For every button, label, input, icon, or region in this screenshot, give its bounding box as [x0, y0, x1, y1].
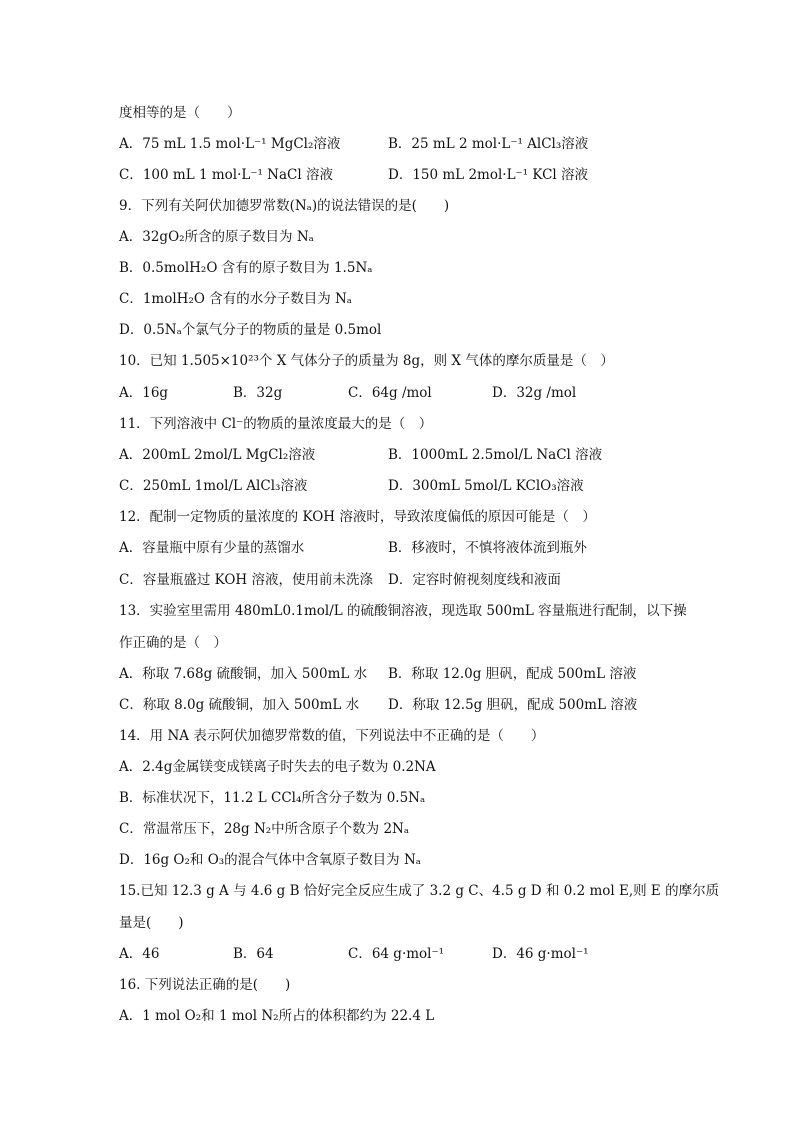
option-row: [119, 539, 679, 557]
text-line: 15.已知 12.3 g A 与 4.6 g B 恰好完全反应生成了 3.2 g C、4.5 g D 和 0.2 mol E,则 E 的摩尔质: [119, 883, 720, 899]
text-line: 16. 下列说法正确的是( ): [119, 977, 291, 993]
text-line: C．常温常压下，28g N₂中所含原子个数为 2Nₐ: [119, 821, 410, 837]
option-text: D．定容时俯视刻度线和液面: [388, 572, 561, 588]
text-line: 作正确的是（ ）: [119, 635, 227, 651]
text-line: B．0.5molH₂O 含有的原子数目为 1.5Nₐ: [119, 260, 373, 276]
text-line: 10．已知 1.505×10²³个 X 气体分子的质量为 8g，则 X 气体的摩尔质量是（ ）: [119, 353, 614, 369]
text-line: 量是( ): [119, 915, 184, 931]
option-text: D．32g /mol: [492, 385, 577, 401]
option-text: A．46: [119, 946, 160, 962]
option-row: [119, 571, 679, 589]
text-line: A．32gO₂所含的原子数目为 Nₐ: [119, 229, 314, 245]
option-row: [119, 135, 679, 153]
option-text: C．250mL 1mol/L AlCl₃溶液: [119, 478, 308, 494]
option-text: A．容量瓶中原有少量的蒸馏水: [119, 540, 305, 556]
option-row: [119, 166, 679, 184]
text-line: 12．配制一定物质的量浓度的 KOH 溶液时，导致浓度偏低的原因可能是（ ）: [119, 509, 596, 525]
text-line: 13．实验室里需用 480mL0.1mol/L 的硫酸铜溶液，现选取 500mL 容量瓶进行配制，以下操: [119, 603, 687, 619]
option-row: [119, 446, 679, 464]
option-text: D．150 mL 2mol·L⁻¹ KCl 溶液: [388, 167, 589, 183]
option-text: A．16g: [119, 385, 169, 401]
option-text: B．64: [233, 946, 274, 962]
text-line: D．0.5Nₐ个氯气分子的物质的量是 0.5mol: [119, 322, 382, 338]
option-text: D．称取 12.5g 胆矾，配成 500mL 溶液: [388, 697, 638, 713]
text-line: 14．用 NA 表示阿伏加德罗常数的值，下列说法中不正确的是（ ）: [119, 728, 545, 744]
text-line: A．1 mol O₂和 1 mol N₂所占的体积都约为 22.4 L: [119, 1008, 435, 1024]
option-text: B．移液时，不慎将液体流到瓶外: [388, 540, 587, 556]
option-text: C．称取 8.0g 硫酸铜，加入 500mL 水: [119, 697, 360, 713]
text-line: A．2.4g金属镁变成镁离子时失去的电子数为 0.2NA: [119, 759, 436, 775]
option-text: B．1000mL 2.5mol/L NaCl 溶液: [388, 447, 603, 463]
option-row: [119, 477, 679, 495]
text-line: C．1molH₂O 含有的水分子数目为 Nₐ: [119, 291, 353, 307]
option-row: [119, 945, 679, 963]
option-text: B．称取 12.0g 胆矾，配成 500mL 溶液: [388, 666, 637, 682]
option-text: C．容量瓶盛过 KOH 溶液，使用前未洗涤: [119, 572, 373, 588]
option-text: A．75 mL 1.5 mol·L⁻¹ MgCl₂溶液: [119, 136, 341, 152]
option-text: C．64g /mol: [348, 385, 432, 401]
text-line: 度相等的是（ ）: [119, 105, 241, 121]
text-line: D．16g O₂和 O₃的混合气体中含氧原子数目为 Nₐ: [119, 852, 421, 868]
option-text: D．300mL 5mol/L KClO₃溶液: [388, 478, 584, 494]
option-text: A．称取 7.68g 硫酸铜，加入 500mL 水: [119, 666, 368, 682]
text-line: 9．下列有关阿伏加德罗常数(Nₐ)的说法错误的是( ): [119, 198, 450, 214]
option-text: A．200mL 2mol/L MgCl₂溶液: [119, 447, 316, 463]
option-row: [119, 384, 679, 402]
text-line: 11．下列溶液中 Cl⁻的物质的量浓度最大的是（ ）: [119, 416, 433, 432]
option-text: B．32g: [233, 385, 283, 401]
option-text: C．100 mL 1 mol·L⁻¹ NaCl 溶液: [119, 167, 333, 183]
option-row: [119, 665, 679, 683]
option-row: [119, 696, 679, 714]
option-text: D．46 g·mol⁻¹: [492, 946, 589, 962]
option-text: B．25 mL 2 mol·L⁻¹ AlCl₃溶液: [388, 136, 589, 152]
option-text: C．64 g·mol⁻¹: [348, 946, 445, 962]
text-line: B．标准状况下，11.2 L CCl₄所含分子数为 0.5Nₐ: [119, 790, 426, 806]
